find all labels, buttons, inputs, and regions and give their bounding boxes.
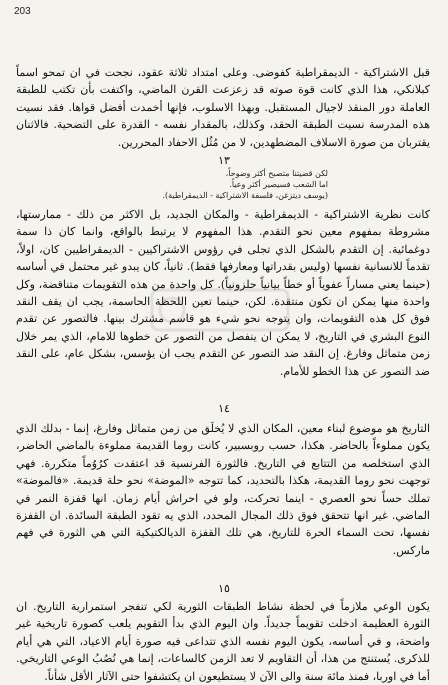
quote-line: لكن قضيتنا متصبح أكثر وضوحاً، [225,169,328,178]
epigraph-quote [163,168,328,201]
section-number-13: ١٣ [218,155,230,167]
paragraph-1: قبل الاشتراكية - الديمقراطية كفوضى. وعلى امتداد ثلاثة عقود، نجحت في ان تمحو اسماً كبلانكي، هذا الذي كانت قوة صوته قد زعزعت القرن الماضي، واكتفت بأن تكتب للطبقة العاملة دور المنقذ لاجيال المستقبل. وبهذا الاسلوب، فإنها أخمدت أفضل قواها. فقد نسيت هذه المدرسة نسيت الطبقة الحقد، وكذلك، بالمقدار نفسه - القدرة على التضحية. فالاثنان يقتربان من صورة الاسلاف المضطهدين، لا من مُثُل الاحفاد المحررين. [16,66,430,149]
quote-source: (يوسف ديتزغن، فلسفة الاشتراكية - الديمقراطية). [162,191,328,200]
section-number-14: ١٤ [218,403,230,415]
paragraph-3: التاريخ هو موضوع لبناء معين، المكان الذي لا يُخلَق من زمن متماثل وفارغ، إنما - بدلك الذي يكون مملوءاً بالحاضر. هكذا، حسب روبسبير، كانت روما القديمة مملوءة بالماضي الحاضر، الذي استخلصه من التتابع في التاريخ. فالثورة الفرنسية قد اعتقدت كرُوُماً متكررة. فهي توجهت نحو روما القديمة، هكذا بالتحديد، كما تتوجه «الموضة» نحو حلة قديمة. «فالموضة» تملك حساً نحو العصري - اينما تحركت، ولو في احراش أيام زمان. انها قفزة النمر في الماضي. غير انها تتحقق فوق ذلك المجال المحدد، الذي يه تقود الطبقة السائدة. ان القفزة نفسها، تحت السماء الحرة للتاريخ، هي تلك القفزة الديالكتيكية التي هي الثورة في فهم ماركس. [16,422,430,557]
quote-line: اما الشعب فسيصير أكثر وعياً. [229,180,328,189]
paragraph-2: كانت نظرية الاشتراكية - الديمقراطية - والمكان الجديد، بل الاكثر من ذلك - ممارستها، مشروطة بمفهوم معين نحو التقدم. هذا المفهوم لا يرتبط بالواقع، وانما كان ذا سمة دوغمائية. إن التقدم بالشكل الذي تجلى في رؤوس الاشتراكيين - الديمقراطيين كان، اولاً، تقدماً للانسانية نفسها (وليس بقدراتها ومعارفها فقط). ثانياً، كان يبدو غير محتمل في أساسه (حينما يعني مساراً عفوياً أو خطاً بيانياً حلزونياً). كل واحدة من هذه التقويمات متناقضة، وكل واحدة منها يمكن ان تكون منتقدة. لكن، حينما تعين اللحظة الحاسمة، يجب ان يقف النقد فوق كل هذه التقويمات، وان يتوجه نحو شيء هو قاسم مشترك بينها. فالتصور عن تقدم النوع البشري في التاريخ، لا يمكن ان ينفصل من التصور عن خطوها للامام، الذي يمر خلال زمن متماثل وفارغ. إن النقد ضد التصور عن التقدم يجب ان يؤسس، بشكل عام، على النقد ضد التصور عن هذا الخطو للأمام. [16,208,430,378]
paragraph-4: يكون الوعي ملازماً في لحظة نشاط الطبقات الثورية لكي تنفجر استمرارية التاريخ. ان الثورة العظيمة ادخلت تقويماً جديداً. وان اليوم الذي بدأ التقويم يلعب كصورة تاريخية غير واضحة، و في أساسه، يكون اليوم نفسه الذي تتداعى فيه صورة أيام الاعياد، التي هي أيام للذكرى. يُستنتج من هذا، أن التقاويم لا تعد الزمن كالساعات، إنما هي نُصُبُ الوعي التاريخي. أما في اوربا، فمنذ مائة سنة والى الآن لا يستطيعون ان يكتشفوا حتى الآثار الأقل شأناً. [16,600,430,683]
page-number: 203 [14,6,31,17]
section-number-15: ١٥ [218,583,230,595]
